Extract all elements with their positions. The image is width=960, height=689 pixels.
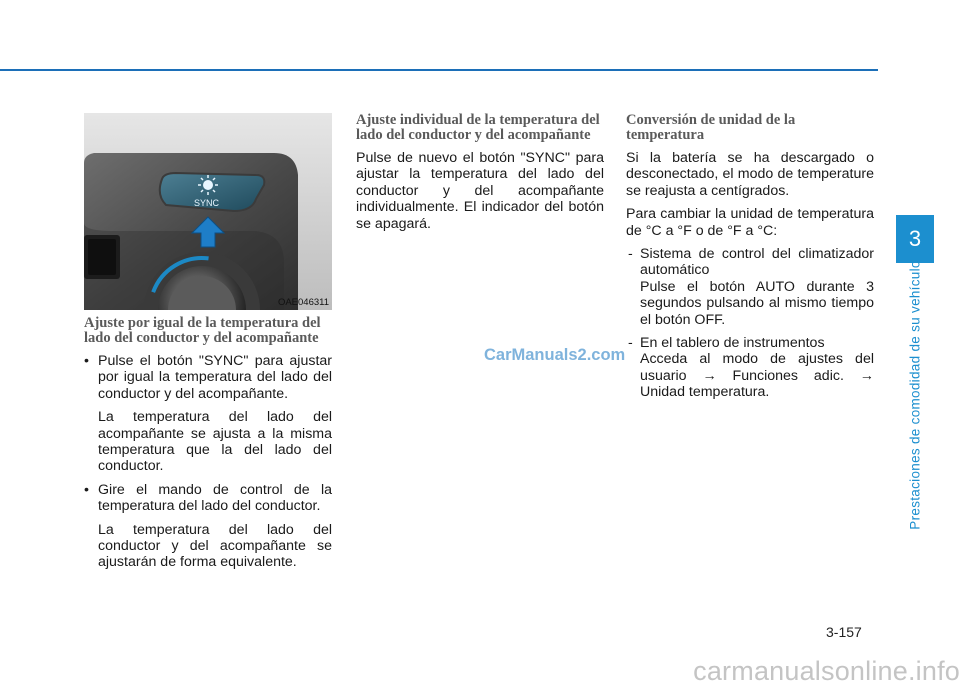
bullet-subtext: La temperatura del lado del conductor y del acompañante se ajustarán de forma equivalente.: [98, 521, 332, 571]
climate-panel-illustration: [84, 113, 332, 310]
bullet-subtext: La temperatura del lado del acompañante se ajusta a la misma temperatura que la del lado del conductor.: [98, 409, 332, 475]
sync-button-photo: [84, 113, 332, 310]
dash-item: - Sistema de control del climatizador automático: [628, 246, 874, 279]
dash-mark: -: [628, 246, 633, 263]
column-3: [626, 113, 874, 408]
dash-subtext: Pulse el botón AUTO durante 3 segundos pulsando al mismo tiempo el botón OFF.: [640, 278, 874, 328]
dash-item: - En el tablero de instrumentos: [628, 335, 825, 352]
sync-label: SYNC: [194, 198, 220, 208]
dash-subtext: Acceda al modo de ajustes del usuario → Funciones adic. → Unidad temperatura.: [640, 351, 874, 401]
section-heading-individual: Ajuste individual de la temperatura del lado del conductor y del acompañante: [356, 112, 600, 143]
section-heading-equal: Ajuste por igual de la temperatura del lado del conductor y del acompañante: [84, 315, 321, 346]
chapter-title: Prestaciones de comodidad de su vehículo: [907, 260, 923, 530]
paragraph: Para cambiar la unidad de temperatura de °C a °F o de °F a °C:: [626, 206, 874, 239]
chapter-tab: 3: [896, 215, 934, 263]
bullet-mark: •: [84, 353, 89, 369]
watermark: CarManuals2.com: [484, 346, 626, 364]
section-heading-unit: Conversión de unidad de la temperatura: [626, 112, 796, 143]
footer-site: carmanualsonline.info: [693, 656, 960, 686]
photo-code: OAE046311: [277, 297, 329, 308]
paragraph: Si la batería se ha descargado o desconectado, el modo de temperature se reajusta a centígrados.: [626, 150, 874, 199]
paragraph: Pulse de nuevo el botón "SYNC" para ajustar la temperatura del lado del conductor y del acompañante individualmente. El indicador del botón se apagará.: [356, 150, 604, 232]
column-1: [84, 113, 332, 578]
bullet-item: • Pulse el botón "SYNC" para ajustar por igual la temperatura del lado del conductor y del acompañante.: [84, 353, 332, 402]
page-number: 3-157: [826, 624, 862, 640]
bullet-mark: •: [84, 481, 89, 498]
column-2: [356, 113, 604, 239]
top-rule: [0, 69, 878, 71]
dash-mark: -: [628, 335, 633, 352]
bullet-item: • Gire el mando de control de la temperatura del lado del conductor.: [84, 481, 332, 515]
